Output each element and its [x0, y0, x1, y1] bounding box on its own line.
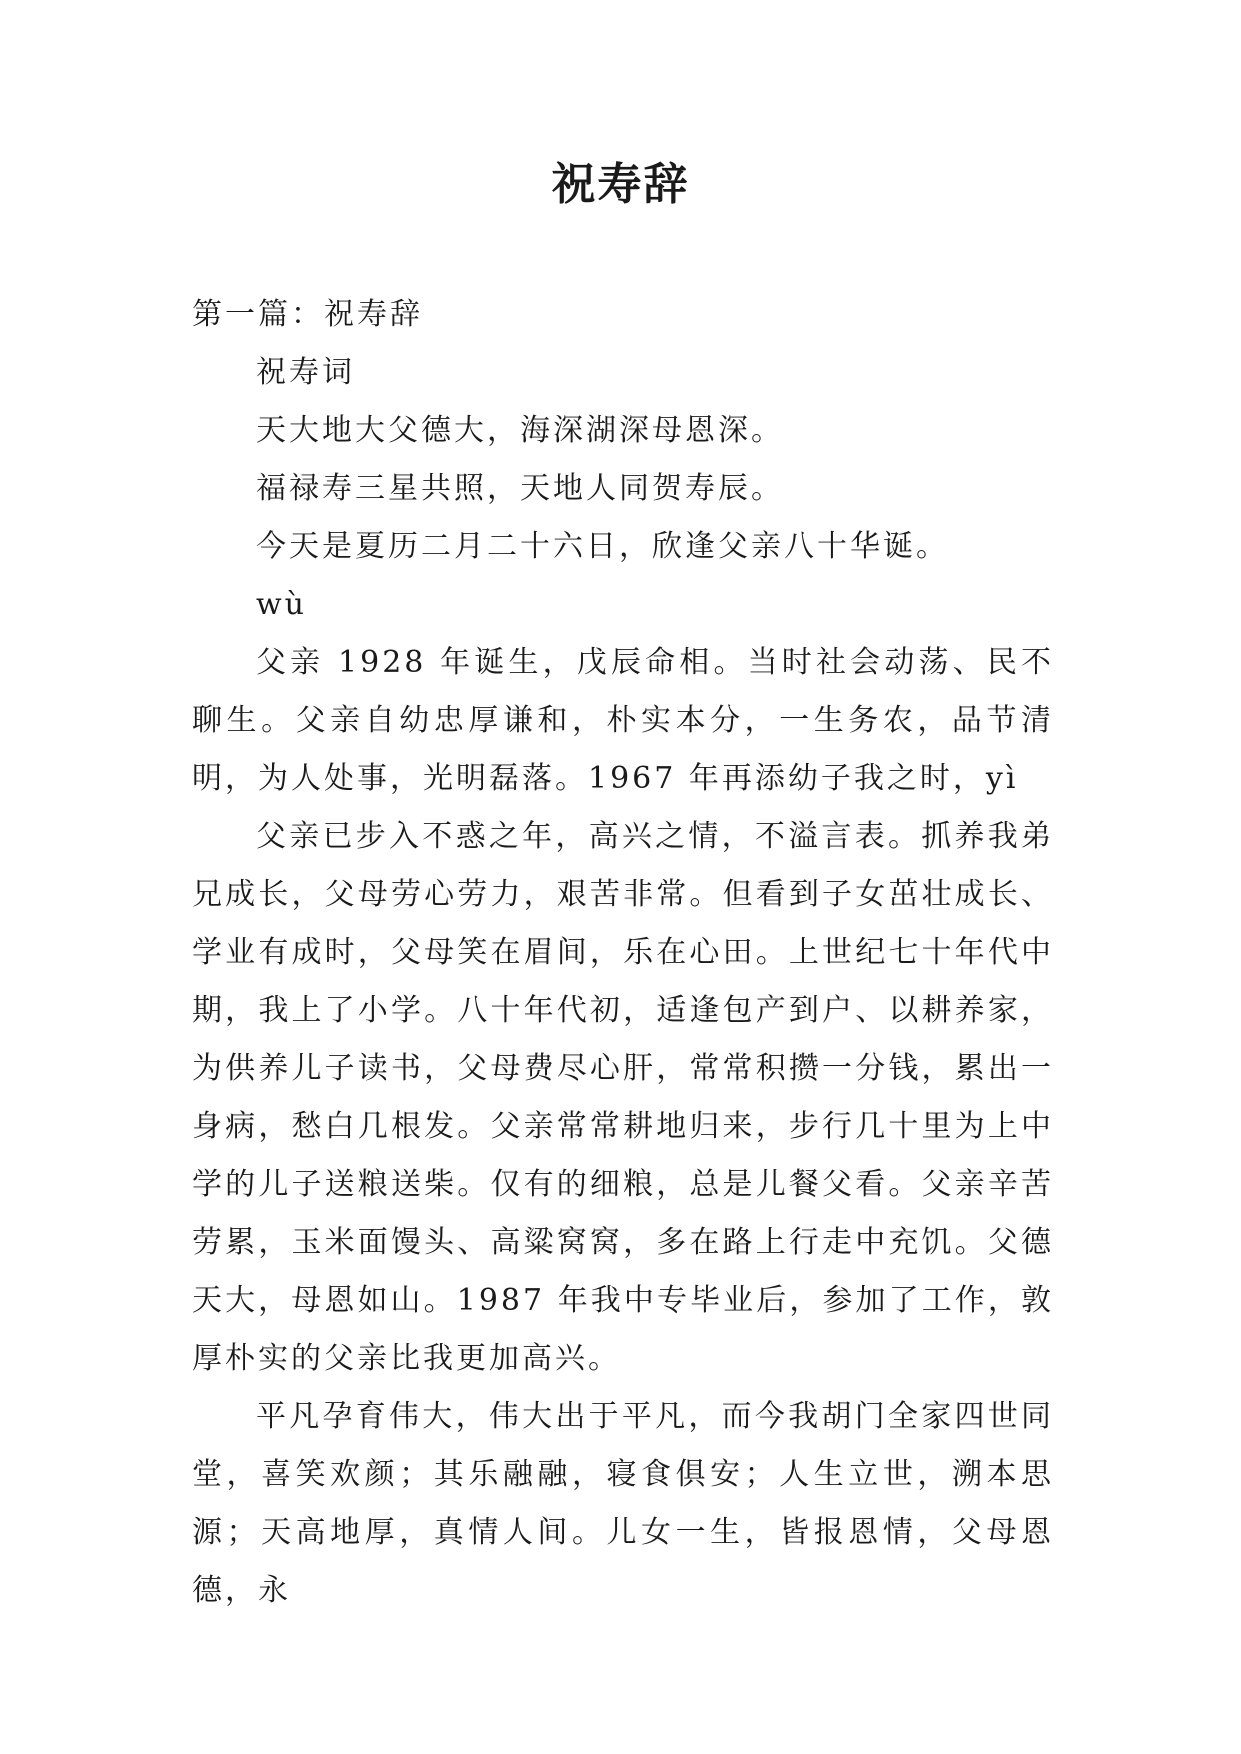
document-body: [192, 286, 1054, 1620]
section-heading: 第一篇：祝寿辞: [192, 297, 423, 332]
body-paragraph: 今天是夏历二月二十六日，欣逢父亲八十华诞。: [256, 529, 949, 564]
poem-title: 祝寿词: [256, 355, 355, 390]
body-paragraph: 父亲 1928 年诞生，戊辰命相。当时社会动荡、民不聊生。父亲自幼忠厚谦和，朴实本分，一生务农，品节清明，为人处事，光明磊落。1967 年再添幼子我之时，yì: [192, 645, 1054, 796]
couplet-line-2: 福禄寿三星共照，天地人同贺寿辰。: [256, 471, 784, 506]
document-title: 祝寿辞: [551, 159, 690, 210]
couplet-line-1: 天大地大父德大，海深湖深母恩深。: [256, 413, 784, 448]
body-paragraph: 父亲已步入不惑之年，高兴之情，不溢言表。抓养我弟兄成长，父母劳心劳力，艰苦非常。但看到子女茁壮成长、学业有成时，父母笑在眉间，乐在心田。上世纪七十年代中期，我上了小学。八十年代初，适逢包产到户、以耕养家，为供养儿子读书，父母费尽心肝，常常积攒一分钱，累出一身病，愁白几根发。父亲常常耕地归来，步行几十里为上中学的儿子送粮送柴。仅有的细粮，总是儿餐父看。父亲辛苦劳累，玉米面馒头、高粱窝窝，多在路上行走中充饥。父德天大，母恩如山。1987 年我中专毕业后，参加了工作，敦厚朴实的父亲比我更加高兴。: [192, 819, 1054, 1376]
body-paragraph: 平凡孕育伟大，伟大出于平凡，而今我胡门全家四世同堂，喜笑欢颜；其乐融融，寝食俱安；人生立世，溯本思源；天高地厚，真情人间。儿女一生，皆报恩情，父母恩德，永: [192, 1399, 1054, 1608]
pinyin-annotation: wù: [256, 587, 307, 622]
